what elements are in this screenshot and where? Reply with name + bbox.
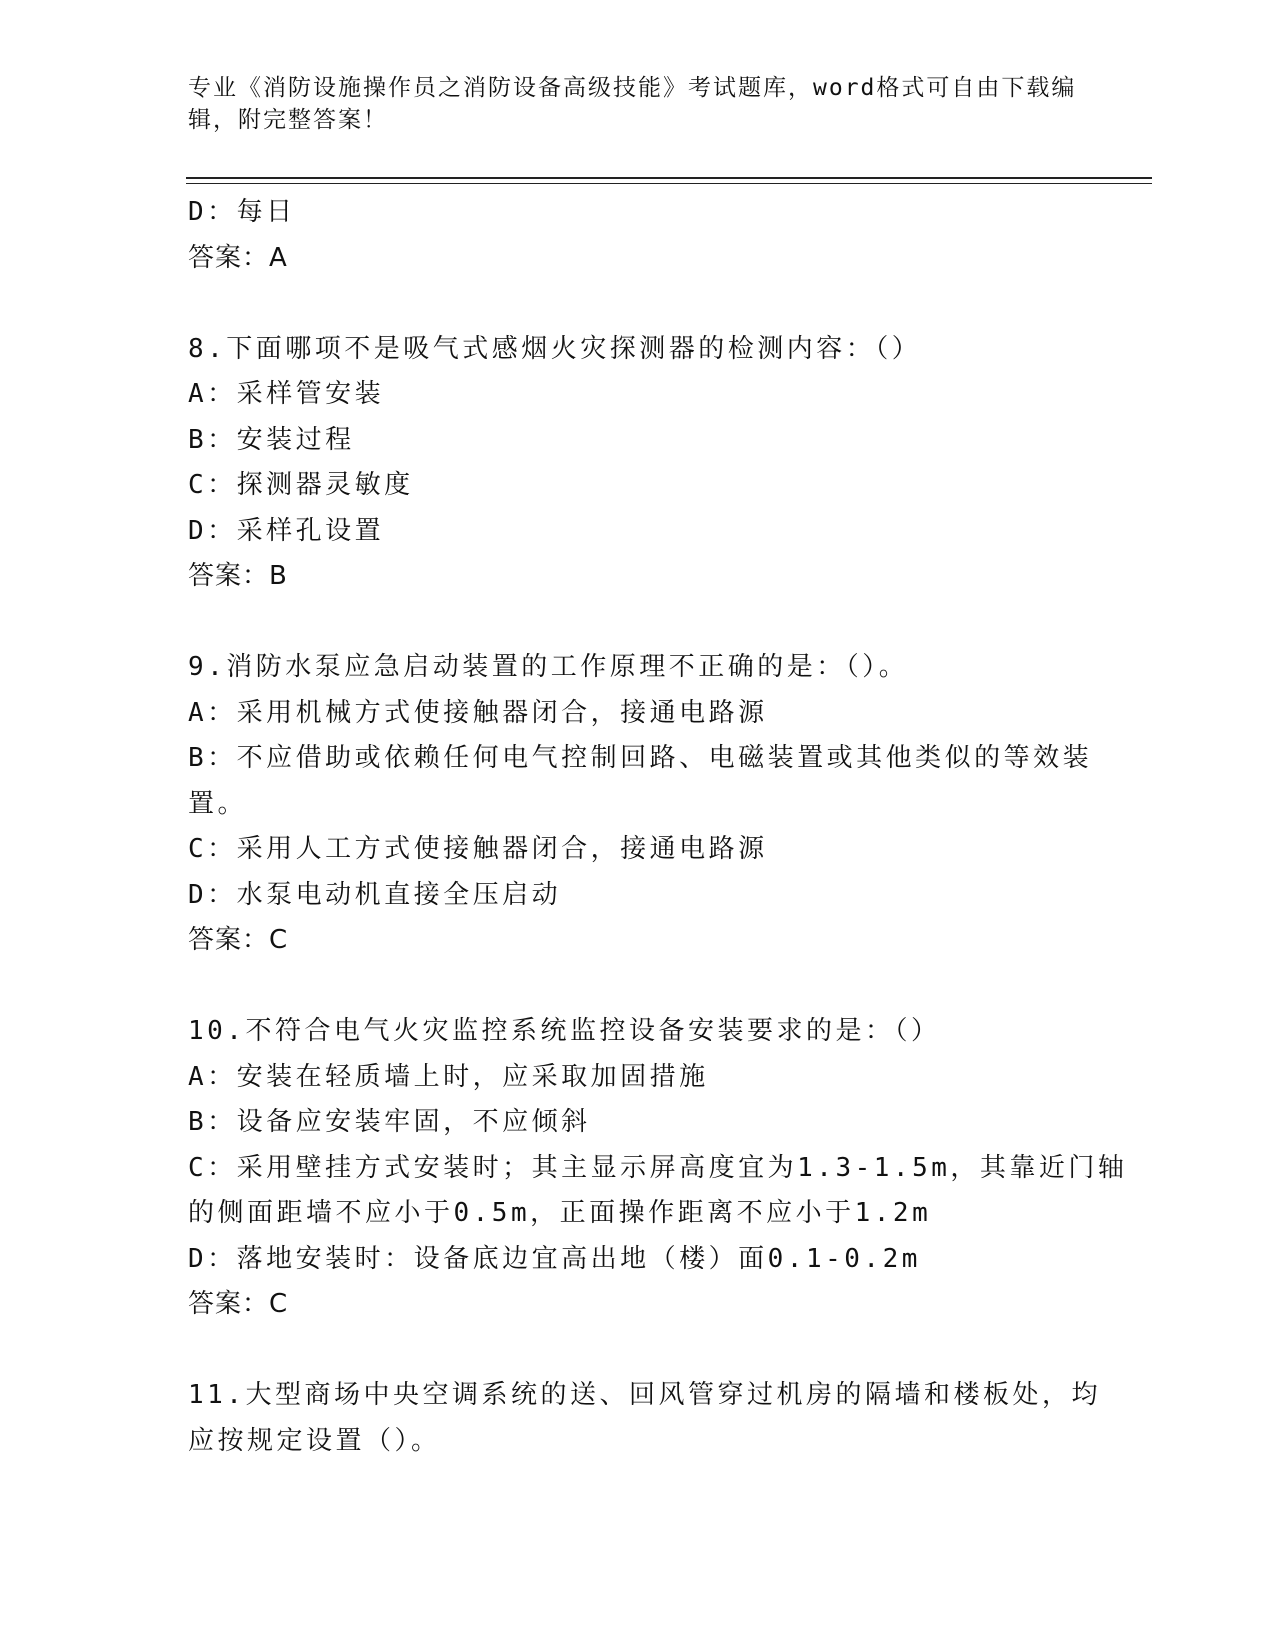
q8-option-b: B：安装过程	[188, 424, 355, 455]
q10-answer: 答案：C	[188, 1289, 289, 1319]
q9-option-d: D：水泵电动机直接全压启动	[188, 879, 562, 910]
q10-option-c-line-2: 的侧面距墙不应小于0.5m，正面操作距离不应小于1.2m	[188, 1198, 932, 1228]
q10-stem: 10.不符合电气火灾监控系统监控设备安装要求的是：（）	[188, 1016, 941, 1046]
header-line-1: 专业《消防设施操作员之消防设备高级技能》考试题库，word格式可自由下载编	[188, 75, 1077, 101]
q10-option-a: A：安装在轻质墙上时，应采取加固措施	[188, 1061, 709, 1092]
question-10	[188, 1009, 1128, 1328]
q9-answer: 答案：C	[188, 925, 289, 955]
header-divider-thin	[186, 183, 1152, 184]
question-content	[188, 190, 1128, 1464]
page-header	[188, 72, 1088, 136]
q9-option-b-line-1: B：不应借助或依赖任何电气控制回路、电磁装置或其他类似的等效装	[188, 743, 1093, 773]
q8-option-d: D：采样孔设置	[188, 515, 385, 546]
spacer	[188, 281, 1088, 327]
q11-stem-line-2: 应按规定设置（）。	[188, 1425, 441, 1456]
q9-stem: 9.消防水泵应急启动装置的工作原理不正确的是：（）。	[188, 652, 909, 682]
spacer	[188, 964, 1088, 1010]
spacer	[188, 1328, 1088, 1374]
question-9	[188, 645, 1093, 964]
spacer	[188, 600, 1088, 646]
q7-answer: 答案：A	[188, 242, 288, 273]
question-7-tail	[188, 190, 1088, 281]
q8-option-a: A：采样管安装	[188, 379, 385, 409]
q8-stem: 8.下面哪项不是吸气式感烟火灾探测器的检测内容：（）	[188, 333, 922, 364]
q9-option-c: C：采用人工方式使接触器闭合，接通电路源	[188, 834, 768, 864]
q8-answer: 答案：B	[188, 561, 288, 591]
header-line-2: 辑，附完整答案！	[188, 107, 388, 133]
question-11	[188, 1373, 1101, 1464]
q10-option-d: D：落地安装时：设备底边宜高出地（楼）面0.1-0.2m	[188, 1243, 921, 1274]
q7-option-d: D：每日	[188, 197, 296, 227]
q10-option-c-line-1: C：采用壁挂方式安装时；其主显示屏高度宜为1.3-1.5m，其靠近门轴	[188, 1152, 1128, 1183]
q8-option-c: C：探测器灵敏度	[188, 470, 414, 500]
q11-stem-line-1: 11.大型商场中央空调系统的送、回风管穿过机房的隔墙和楼板处，均	[188, 1380, 1101, 1410]
header-divider-thick	[186, 177, 1152, 179]
q10-option-b: B：设备应安装牢固，不应倾斜	[188, 1107, 591, 1137]
q9-option-a: A：采用机械方式使接触器闭合，接通电路源	[188, 697, 768, 728]
q9-option-b-line-2: 置。	[188, 788, 248, 819]
question-8	[188, 327, 1088, 600]
